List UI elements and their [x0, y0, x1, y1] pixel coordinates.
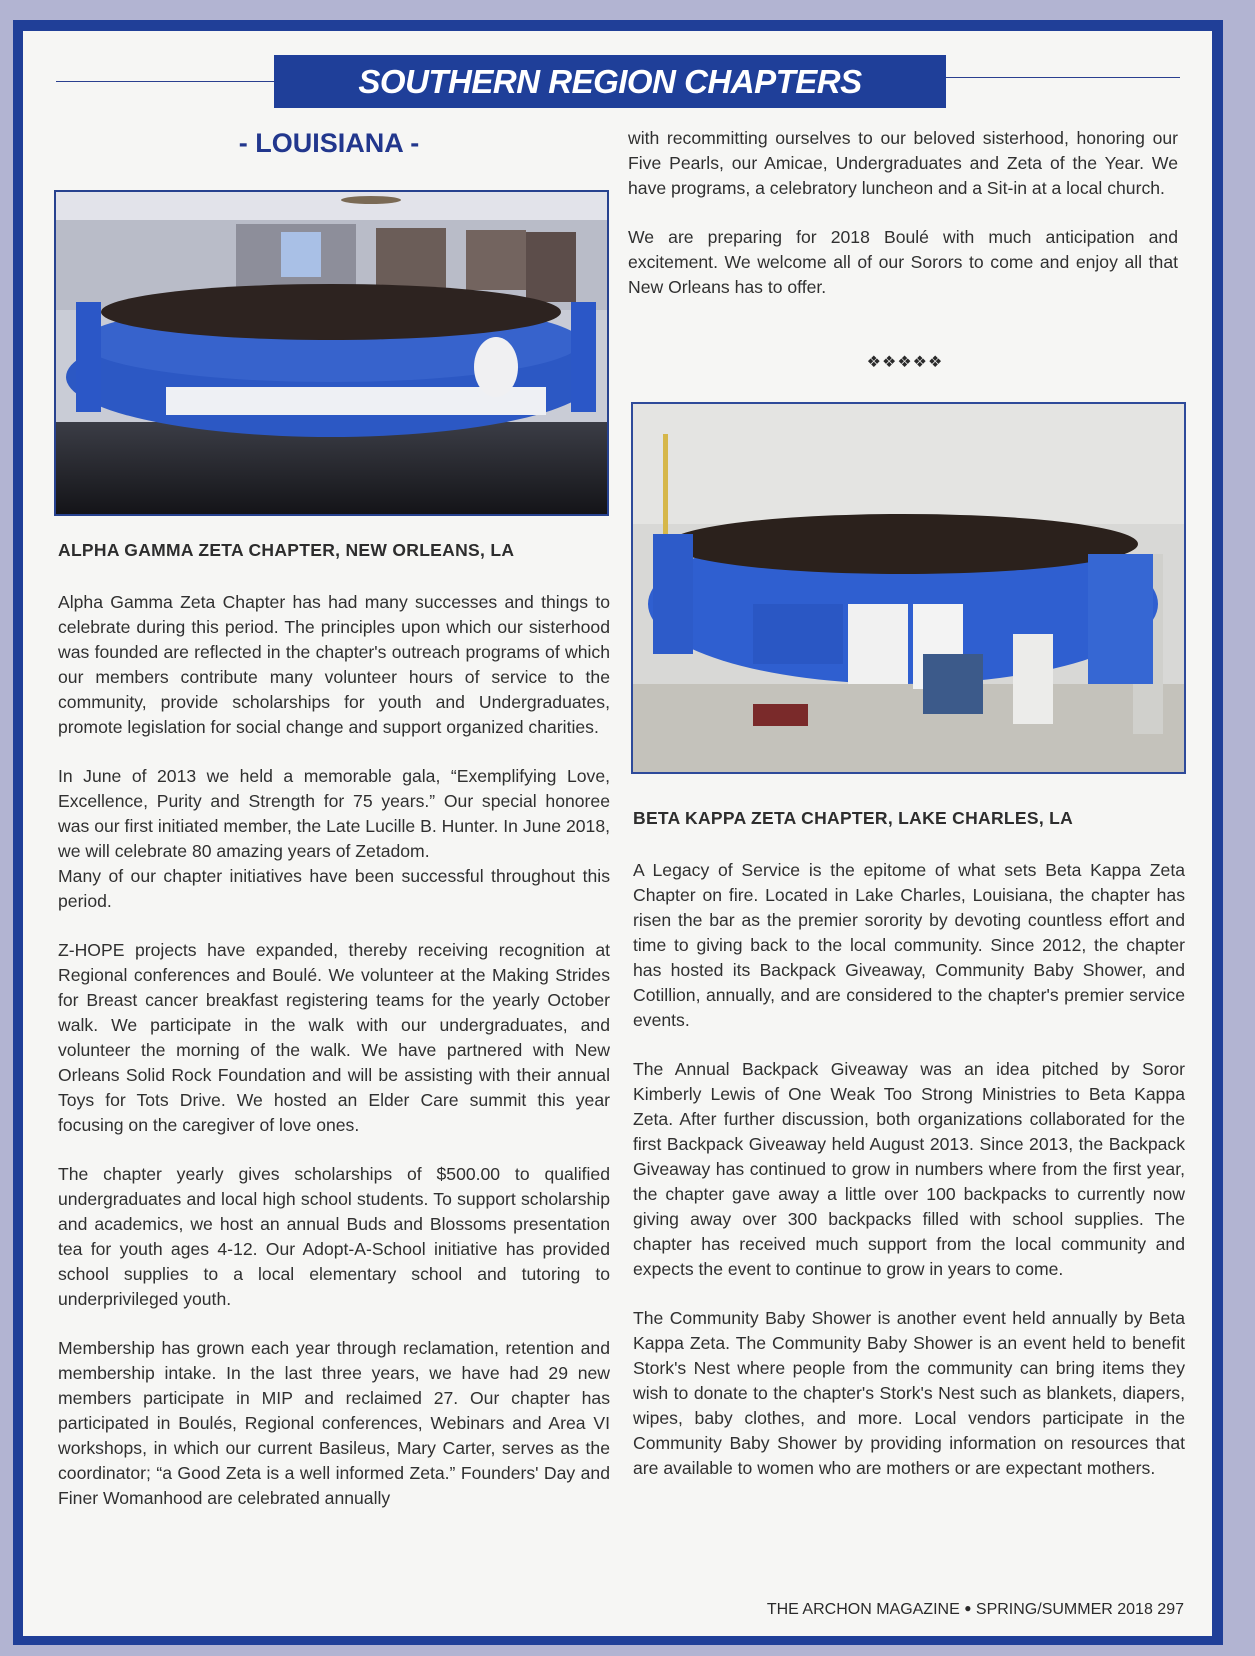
paragraph: with recommitting ourselves to our beloved sisterhood, honoring our Five Pearls, our Amicae, Undergraduates and Zeta of the Year. We have programs, a celebratory luncheon and a Sit-in at a local church.: [628, 128, 1178, 198]
paragraph: Membership has grown each year through reclamation, retention and membership intake. In the last three years, we have had 29 new members participate in MIP and reclaimed 27. Our chapter has participated in Boulés, Regional conferences, Webinars and Area VI workshops, in which our current Basileus, Mary Carter, serves as the coordinator; “a Good Zeta is a well informed Zeta.” Founders' Day and Finer Womanhood are celebrated annually: [58, 1338, 610, 1508]
section-divider-ornament: ❖❖❖❖❖: [866, 354, 944, 371]
footer-page-number: 297: [1157, 1601, 1184, 1618]
article-left-column: [58, 590, 610, 1511]
footer-bullet: ●: [964, 1601, 972, 1615]
paragraph: A Legacy of Service is the epitome of what sets Beta Kappa Zeta Chapter on fire. Located in Lake Charles, Louisiana, the chapter has risen the bar as the premier sorority by devoting countless effort and time to giving back to the local community. Since 2012, the chapter has hosted its Backpack Giveaway, Community Baby Shower, and Cotillion, annually, and are considered to the chapter's premier service events.: [633, 860, 1185, 1030]
chapter-heading-beta-kappa-zeta: BETA KAPPA ZETA CHAPTER, LAKE CHARLES, LA: [633, 808, 1074, 828]
paragraph: Alpha Gamma Zeta Chapter has had many successes and things to celebrate during this period. The principles upon which our sisterhood was founded are reflected in the chapter's outreach programs of which our members contribute many volunteer hours of service to the community, provide scholarships for youth and Undergraduates, promote legislation for social change and support organized charities.: [58, 592, 610, 737]
state-label: - LOUISIANA -: [238, 128, 420, 158]
paragraph: Many of our chapter initiatives have been successful throughout this period.: [58, 866, 610, 911]
chapter-group-photo-alpha-gamma-zeta: [54, 190, 609, 516]
chapter-group-photo-beta-kappa-zeta: [631, 402, 1186, 774]
header-rule-right: [946, 77, 1180, 78]
header-rule-left: [56, 81, 276, 82]
paragraph: Z-HOPE projects have expanded, thereby receiving recognition at Regional conferences and Boulé. We volunteer at the Making Strides for Breast cancer breakfast registering teams for the yearly October walk. We participate in the walk with our undergraduates, and volunteer the morning of the walk. We have partnered with New Orleans Solid Rock Foundation and will be assisting with their annual Toys for Tots Drive. We hosted an Elder Care summit this year focusing on the caregiver of love ones.: [58, 940, 610, 1135]
paragraph: The chapter yearly gives scholarships of $500.00 to qualified undergraduates and local high school students. To support scholarship and academics, we host an annual Buds and Blossoms presentation tea for youth ages 4-12. Our Adopt-A-School initiative has provided school supplies to a local elementary school and tutoring to underprivileged youth.: [58, 1164, 610, 1309]
page-footer: [700, 1601, 1184, 1619]
article-right-column: [633, 858, 1185, 1481]
chapter-heading-alpha-gamma-zeta: ALPHA GAMMA ZETA CHAPTER, NEW ORLEANS, LA: [58, 540, 515, 560]
paragraph: The Annual Backpack Giveaway was an idea pitched by Soror Kimberly Lewis of One Weak Too Strong Ministries to Beta Kappa Zeta. After further discussion, both organizations collaborated for the first Backpack Giveaway held August 2013. Since 2013, the Backpack Giveaway has continued to grow in numbers where from the first year, the chapter gave away a little over 100 backpacks to currently now giving away over 300 backpacks filled with school supplies. The chapter has received much support from the local community and expects the event to continue to grow in years to come.: [633, 1059, 1185, 1279]
paragraph: In June of 2013 we held a memorable gala, “Exemplifying Love, Excellence, Purity and Strength for 75 years.” Our special honoree was our first initiated member, the Late Lucille B. Hunter. In June 2018, we will celebrate 80 amazing years of Zetadom.: [58, 766, 610, 861]
footer-issue: SPRING/SUMMER 2018: [975, 1601, 1153, 1618]
article-continued: [628, 126, 1178, 300]
footer-magazine-name: THE ARCHON MAGAZINE: [766, 1601, 960, 1618]
paragraph: We are preparing for 2018 Boulé with much anticipation and excitement. We welcome all of our Sorors to come and enjoy all that New Orleans has to offer.: [628, 227, 1178, 297]
section-banner: SOUTHERN REGION CHAPTERS: [274, 55, 946, 108]
paragraph: The Community Baby Shower is another event held annually by Beta Kappa Zeta. The Community Baby Shower is an event held to benefit Stork's Nest where people from the community can bring items they wish to donate to the chapter's Stork's Nest such as blankets, diapers, wipes, baby clothes, and more. Local vendors participate in the Community Baby Shower by providing information on resources that are available to women who are mothers or are expectant mothers.: [633, 1308, 1185, 1478]
